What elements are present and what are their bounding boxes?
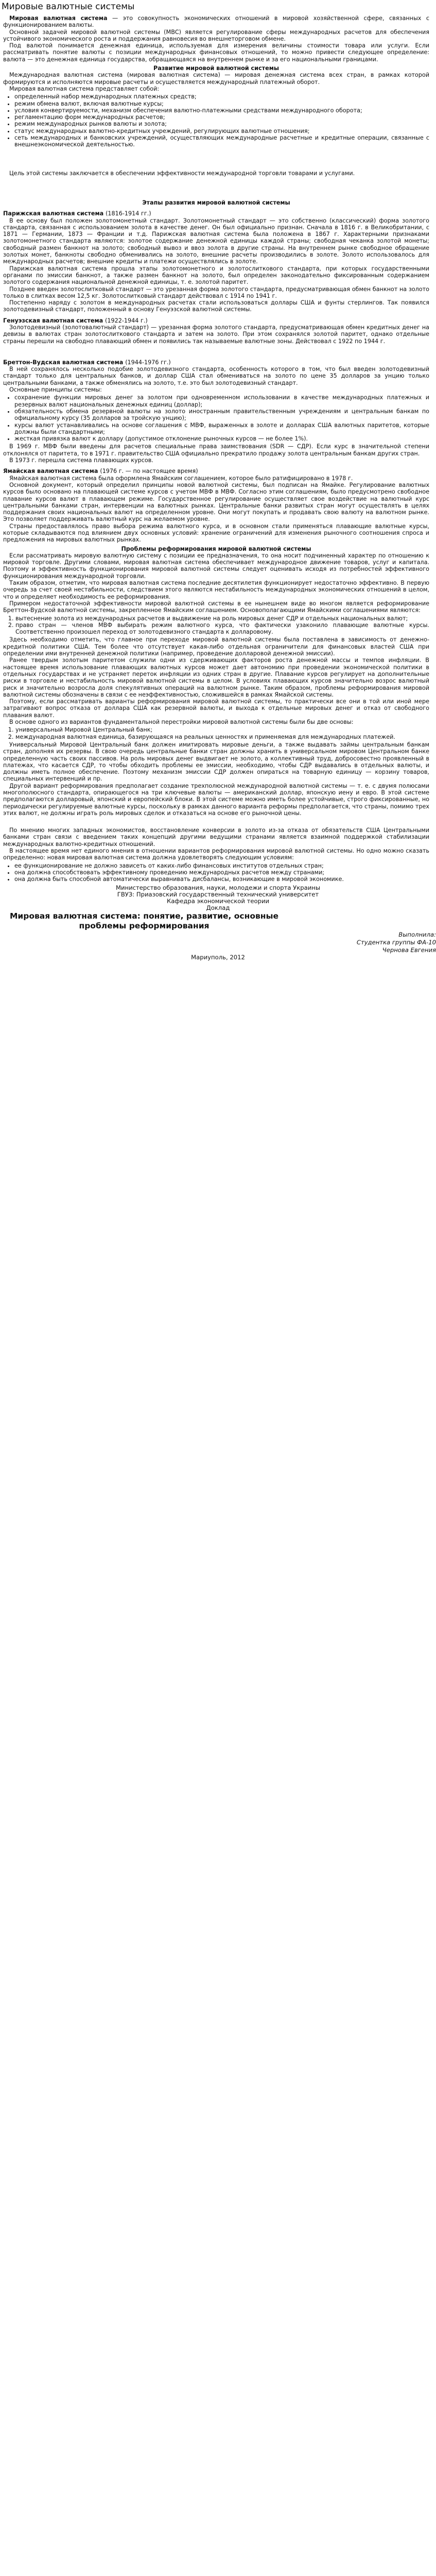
paragraph: По мнению многих западных экономистов, восстановление конверсии в золото из-за отказа от обязательств США Центральными банками стран связи с введением таких концепций другими ведущими странами является взаимной поддержкой стабилизации международных валютно-кредитных отношений. <box>3 827 429 848</box>
paragraph: В основе одного из вариантов фундаментальной перестройки мировой валютной системы были бы две основы: <box>9 719 354 726</box>
list-item: • условия конвертируемости, механизм обеспечения валютно-платежными средствами международного оборота; <box>14 107 429 114</box>
section-heading: Этапы развития мировой валютной системы <box>142 199 290 206</box>
system-name: Ямайская валютная система <box>3 468 98 475</box>
list-item: • ее функционирование не должно зависеть от каких-либо финансовых институтов отдельных стран; <box>14 862 429 869</box>
list-item: • режим обмена валют, включая валютные курсы; <box>14 100 429 107</box>
title-page <box>0 884 436 961</box>
university-name: ГВУЗ: Приазовский государственный технический университет <box>117 890 319 898</box>
paragraph: Международная валютная система (мировая валютная система) — мировая денежная система всех стран, в рамках которой формируются и исполняются мировые расчеты и осуществляется международный платежный оборот. <box>3 72 429 86</box>
paragraph-text: — это совокупность экономических отношений в мировой хозяйственной сфере, связанных с функционированием валюты. <box>3 15 429 29</box>
author-label: Выполнила: <box>398 931 436 939</box>
list-item: • жесткая привязка валют к доллару (допустимое отклонение рыночных курсов — не более 1%). <box>14 435 429 442</box>
document <box>0 2 436 2576</box>
paragraph: Универсальный Мировой Центральный банк должен имитировать мировые деньги, а также выдавать займы центральным банкам стран, дополняя их резервы. В свою очередь центральные банки стран должны хранить в универсальном мировом Центральном банке определенную часть своих пассивов. На роль мировых денег выдвигает не золото, а коллективный труд, добросовестно проявленный в платежах, что касается СДР, то чтобы обходить проблемы ее эмиссии, необходимо, чтобы СДР выдавались в отдельных валюты, и должны иметь полное обеспечение. Поэтому механизм эмиссии СДР должен опираться на товарную единицу — корзину товаров, специальных интервенций и пр. <box>3 741 429 783</box>
list-item: • курсы валют устанавливались на основе соглашения с МВФ, выраженных в золоте и долларах США валютных паритетов, которые должны были стандартными; <box>14 422 429 436</box>
paragraph: Ранее твердым золотым паритетом служили одни из сдерживающих факторов роста денежной массы и темпов инфляции. В настоящее время использование плавающих валютных курсов может дает автономию при проведении экономической политики в отдельных государствах и не устраняет переток инфляции из одних стран в другие. Плавание курсов регулирует на дополнительные риски в торговле и нестабильность мировой валютной системы в целом. В условиях плавающих курсов значительно возрос валютный риск и значительно возросла доля спекулятивных операций на валютном рынке. Таким образом, проблемы реформирования мировой валютной системы обозначены в связи с ее неэффективностью, сложившейся в рамках Ямайской системы. <box>3 657 429 698</box>
author-name: Чернова Евгения <box>382 946 436 954</box>
list-item: 1. универсальный Мировой Центральный банк; <box>15 726 429 733</box>
section-heading: Проблемы реформирования мировой валютной системы <box>121 545 311 552</box>
paragraph: Ямайская валютная система была оформлена Ямайским соглашением, которое было ратифицировано в 1978 г. <box>9 474 353 482</box>
document-body <box>0 15 436 883</box>
paragraph <box>3 15 429 29</box>
paragraph: В 1973 г. перешла система плавающих курсов. <box>9 457 153 464</box>
paragraph: Золотодевизный (золотовалютный стандарт) — урезанная форма золотого стандарта, предусматривающая обмен кредитных денег на девизы в валютах стран золотослиткового стандарта и затем на золото. При этом сохранялся золотой паритет, однако отдельные страны перешли на свободно плавающий обмен и появились так называемые валютные зоны. Действовал с 1922 по 1944 г. <box>3 324 429 345</box>
city-year: Мариуполь, 2012 <box>191 954 245 961</box>
subsection-heading <box>3 359 429 366</box>
bullet-list <box>10 394 429 442</box>
paragraph: Основные принципы системы: <box>9 386 102 394</box>
paragraph: Если рассматривать мировую валютную систему с позиции ее предназначения, то она носит подчиненный характер по отношению к мировой торговле. Другими словами, мировая валютная система обеспечивает международное движение товаров, услуг и капитала. Поэтому и эффективность функционирования мировой валютной системы следует оценивать исходя из потребностей эффективного функционирования международной торговли. <box>3 552 429 580</box>
list-item: • статус международных валютно-кредитных учреждений, регулирующих валютные отношения; <box>14 128 429 134</box>
section-heading: Развитие мировой валютной системы <box>153 65 279 72</box>
paragraph: Под валютой понимается денежная единица, используемая для измерения величины стоимости товара или услуги. Если рассматривать понятие валюты с позиции международных финансовых отношений, то можно привести следующее определение: валюта — это денежная единица государства, обращающаяся на внутреннем рынке и за его национальными границами. <box>3 42 429 63</box>
paragraph: В настоящее время нет единого мнения в отношении вариантов реформирования мировой валютной системы. Но одно можно сказать определенно: новая мировая валютная система должна удовлетворять следующим условиям: <box>3 848 429 861</box>
list-item: 2. право стран — членов МВФ выбирать режим валютного курса, что фактически узаконило плавающие валютные курсы. Соответственно произошел переход от золотодевизного стандарта к долларовому. <box>15 622 429 636</box>
system-name: Парижская валютная система <box>3 210 104 217</box>
page-title: Мировые валютные системы <box>2 2 135 12</box>
paragraph: Цель этой системы заключается в обеспечении эффективности международной торговли товарами и услугами. <box>9 170 355 177</box>
list-item: 2. международная валютная единица, базирующаяся на реальных ценностях и применяемая для международных платежей. <box>15 734 429 740</box>
document-kind: Доклад <box>206 904 230 912</box>
paragraph: Другой вариант реформирования предполагает создание трехполюсной международной валютной системы — т. е. с двумя полюсами многополюсного стандарта, опирающегося на три ключевые валюты — американский доллар, японскую иену и евро. В этой системе предполагаются долларовый, японский и европейский блоки. В этой системе можно иметь более устойчивые, строго фиксированные, но периодически регулируемые валютные курсы, поскольку в рамках данного варианта реформы предполагается, что страны, помимо трех этих валют, не должны играть роль мировых сделок и отказаться на основе его рыночной цены. <box>3 782 429 817</box>
paragraph: В 1969 г. МВФ были введены для расчетов специальные права заимствования (SDR — СДР). Если курс в значительной степени отклонялся от паритета, то в 1971 г. правительство США официально прекратило продажу золота центральным банкам других стран. <box>3 443 429 457</box>
numbered-list <box>10 615 429 636</box>
paragraph: Поэтому, если рассматривать варианты реформирования мировой валютной системы, то практически все они в той или иной мере затрагивают вопрос отказа от доллара США как резервной валюты, и выхода к отдельные мировых денег и отказ от свободного плавания валют. <box>3 698 429 719</box>
list-item: • обязательность обмена резервной валюты на золото иностранным правительственным учреждениям и центральным банкам по официальному курсу (35 долларов за тройскую унцию); <box>14 408 429 422</box>
paragraph: Здесь необходимо отметить, что главное при переходе мировой валютной системы была поставлена в зависимость от денежно-кредитной политики США. Тем более что отсутствует какая-либо отдельная ограничители для финансовых властей США при определении ими внутренней денежной политики (например, проведение долларовой денежной эмиссии). <box>3 636 429 657</box>
ministry-name: Министерство образования, науки, молодежи и спорта Украины <box>116 884 320 891</box>
report-title: Мировая валютная система: понятие, развитие, основные проблемы реформирования <box>9 911 279 931</box>
term-bold: Мировая валютная система <box>9 15 108 22</box>
system-name: Бреттон-Вудская валютная система <box>3 359 124 366</box>
paragraph: В ней сохранялось несколько подобие золотодевизного стандарта, особенность которого в том, что был введен золотодевизный стандарт только для центральных банков, и доллар США стал обмениваться на золото по цене 35 долларов за унцию только центральными банками, а также обменялись на золото, т.е. это был золотодевизный стандарт. <box>3 366 429 386</box>
paragraph: Страны предоставлялось право выбора режима валютного курса, и в основном стали применяться плавающие валютные курсы, которые складываются под влиянием двух основных условий: хранение ограничений для изменения рыночного соотношения спроса и предложения на мировых валютных рынках. <box>3 522 429 544</box>
paragraph: Позднее введен золотослитковый стандарт — это урезанная форма золотого стандарта, предусматривающая обмен банкнот на золото только в слитках весом 12,5 кг. Золотослитковый стандарт действовал с 1914 по 1941 г. <box>3 285 429 299</box>
paragraph: Мировая валютная система представляет собой: <box>9 85 160 92</box>
subsection-heading <box>3 210 429 217</box>
system-period: (1976 г. — по настоящее время) <box>100 468 198 475</box>
author-group: Студентка группы ФА-10 <box>356 939 436 946</box>
system-period: (1944-1976 гг.) <box>125 359 171 366</box>
bullet-list <box>10 862 429 883</box>
paragraph: Постепенно наряду с золотом в международных расчетах стали использоваться доллары США и фунты стерлингов. Так появился золотодевизный стандарт, положенный в основу Генуэзской валютной системы. <box>3 299 429 313</box>
numbered-list <box>10 726 429 740</box>
department-name: Кафедра экономической теории <box>166 897 270 905</box>
system-period: (1816-1914 гг.) <box>106 210 151 217</box>
paragraph: Парижская валютная система прошла этапы золотомонетного и золотослиткового стандарта, при которых государственными органами по эмиссии банкнот, а также размен банкнот на золото, был определен законодательно фиксированным содержанием золотого содержания национальной денежной единицы, т. е. золотой паритет. <box>3 265 429 286</box>
list-item: • определенный набор международных платежных средств; <box>14 93 429 100</box>
author-block <box>0 931 436 954</box>
list-item: • она должна способствовать эффективному проведению международных расчетов между странами; <box>14 869 429 876</box>
system-period: (1922-1944 г.) <box>105 317 148 324</box>
list-item: • сеть международных и банковских учреждений, осуществляющих международные расчетные и кредитные операции, связанные с внешнеэкономической деятельностью. <box>14 134 429 148</box>
paragraph: Таким образом, отметим, что мировая валютная система последние десятилетия функционирует недостаточно эффективно. В первую очередь за счет своей нестабильности, следствием этого являются нестабильность международных экономических отношений в целом, что и определяет необходимость ее реформирования. <box>3 580 429 600</box>
list-item: • она должна быть способной автоматически выравнивать дисбалансы, возникающие в мировой экономике. <box>14 876 429 883</box>
subsection-heading <box>3 317 429 324</box>
paragraph: Основной документ, который определил принципы новой валютной системы, был подписан на Ямайке. Регулирование валютных курсов было основано на плавающей системе курсов с учетом МВФ в МВФ. Согласно этим соглашениям, было предусмотрено свободное плавание курсов валют в плавающем режиме. Государственное регулирование осуществляет свое воздействие на валютный курс центральными банками стран, интервенции на валютных рынках. Центральные банки развитых стран могут осуществлять в целях поддержания своих национальных валют на определенном уровне. Они могут покупать и продавать свою валюту на валютном рынке. Это позволяет поддерживать валютный курс на желаемом уровне. <box>3 481 429 523</box>
list-item: • сохранение функции мировых денег за золотом при одновременном использовании в качестве международных платежных и резервных валют национальных денежных единиц (доллар); <box>14 394 429 408</box>
paragraph: Примером недостаточной эффективности мировой валютной системы в ее нынешнем виде во многом является реформирование Бреттон-Вудской валютной системы, закрепленное Ямайским соглашением. Основополагающими Ямайскими соглашениями являются: <box>3 600 429 614</box>
system-name: Генуэзская валютная система <box>3 317 103 324</box>
bullet-list <box>10 93 429 148</box>
paragraph: Основной задачей мировой валютной системы (МВС) является регулирование сферы международных расчетов для обеспечения устойчивого экономического роста и поддержания равновесия во внешнеторговом обмене. <box>3 28 429 42</box>
subsection-heading <box>3 468 429 474</box>
list-item: • регламентацию форм международных расчетов; <box>14 114 429 121</box>
list-item: • режим международных рынков валюты и золота; <box>14 121 429 127</box>
list-item: 1. вытеснение золота из международных расчетов и выдвижение на роль мировых денег СДР и отдельных национальных валют; <box>15 615 429 622</box>
paragraph: В ее основу был положен золотомонетный стандарт. Золотомонетный стандарт — это собственно (классический) форма золотого стандарта, связанная с использованием золота в качестве денег. Он был официально признан. Сначала в 1816 г. в Великобритании, с 1871 — Германии, 1873 — Франции и т.д. Парижская валютная система была положена в 1867 г. Характерными признаками золотомонетного стандарта являются: золотое содержание денежной единицы каждой страны; свободная чеканка золотой монеты; свободный размен банкнот на золото; свободный вывоз и ввоз золота в другие страны. На внутреннем рынке свободное обращение золотых монет, банкноты свободно обменивались на золото, внешние расчеты производились в золоте. Золото использовалось для международных расчетов; внешние кредиты и платежи осуществлялись в золоте. <box>3 217 429 265</box>
